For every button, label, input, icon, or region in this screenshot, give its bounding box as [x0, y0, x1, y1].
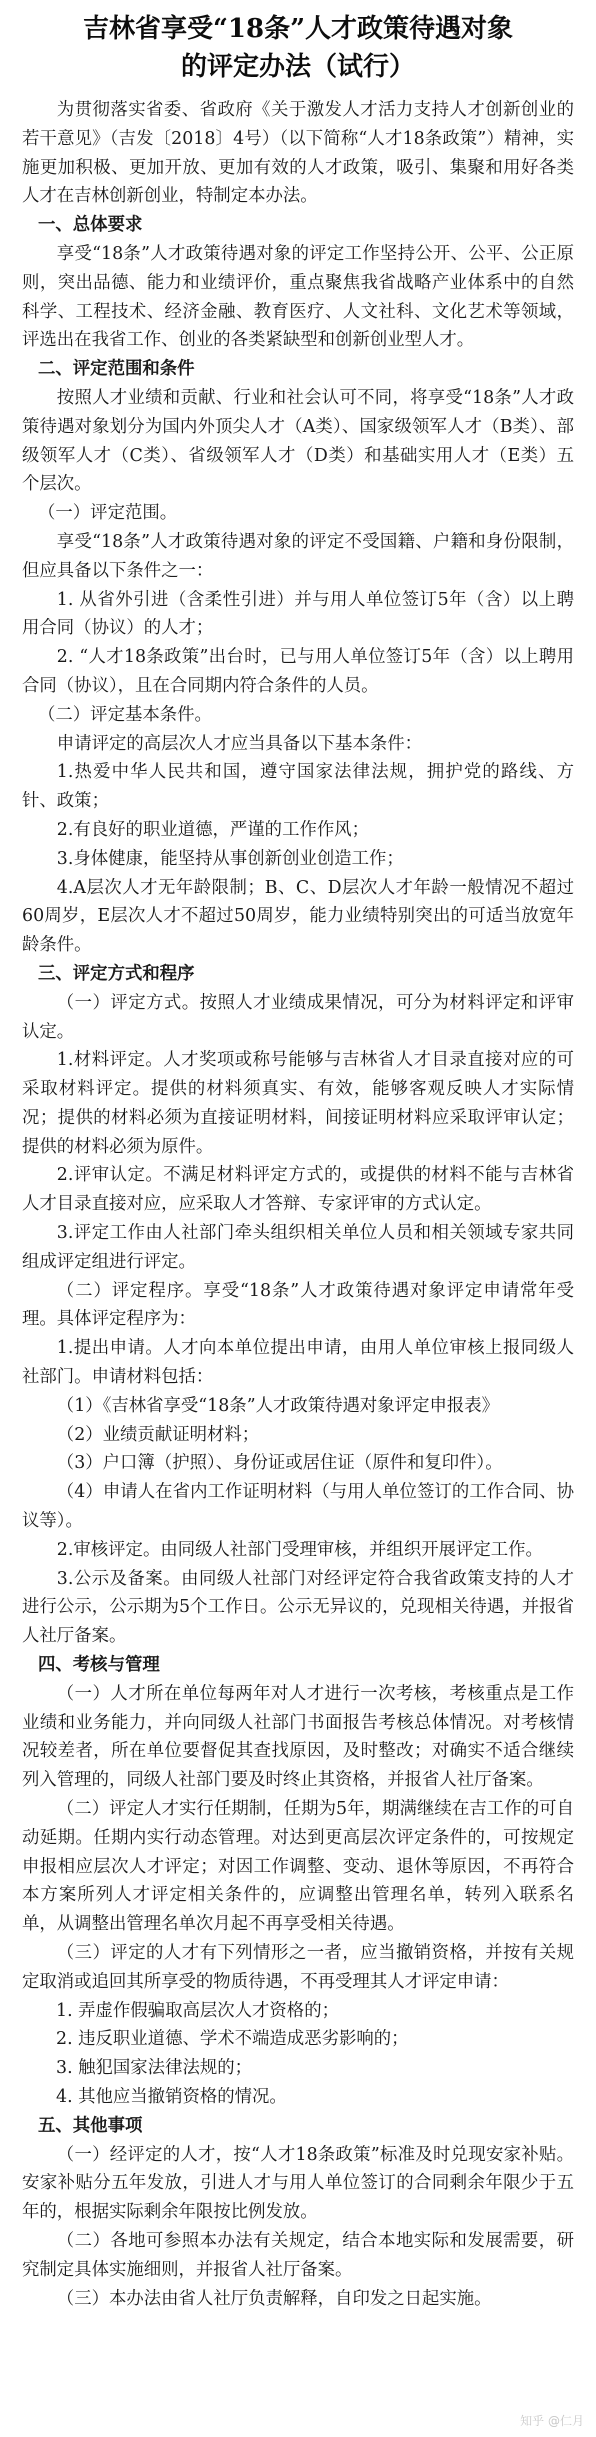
paragraph: 1.提出申请。人才向本单位提出申请，由用人单位审核上报同级人社部门。申请材料包括： [22, 1338, 574, 1388]
paragraph: 享受“18条”人才政策待遇对象的评定不受国籍、户籍和身份限制，但应具备以下条件之一： [22, 531, 574, 581]
paragraph: 3.身体健康，能坚持从事创新创业创造工作； [56, 848, 404, 869]
paragraph: 2.有良好的职业道德，严谨的工作作风； [56, 819, 370, 840]
paragraph: 为贯彻落实省委、省政府《关于激发人才活力支持人才创新创业的若干意见》（吉发〔2018〕4号）（以下简称“人才18条政策”）精神，实施更加积极、更加开放、更加有效的人才政策，吸引、集聚和用好各类人才在吉林创新创业，特制定本办法。 [22, 100, 574, 207]
paragraph: （二）各地可参照本办法有关规定，结合本地实际和发展需要，研究制定具体实施细则，并报省人社厅备案。 [22, 2230, 574, 2280]
section-heading: 四、考核与管理 [38, 1655, 160, 1676]
section-heading: 一、总体要求 [38, 215, 143, 236]
paragraph: 享受“18条”人才政策待遇对象的评定工作坚持公开、公平、公正原则，突出品德、能力和业绩评价，重点聚焦我省战略产业体系中的自然科学、工程技术、经济金融、教育医疗、人文社科、文化艺术等领域，评选出在我省工作、创业的各类紧缺型和创新创业型人才。 [22, 243, 574, 351]
paragraph: （一）评定方式。按照人才业绩成果情况，可分为材料评定和评审认定。 [22, 992, 574, 1042]
paragraph: 1. 从省外引进（含柔性引进）并与用人单位签订5年（含）以上聘用合同（协议）的人才； [22, 589, 574, 639]
paragraph: （二）评定程序。享受“18条”人才政策待遇对象评定申请常年受理。具体评定程序为： [22, 1280, 574, 1330]
list-item: 3. 触犯国家法律法规的； [56, 2058, 253, 2079]
subsection-heading: （二）评定基本条件。 [38, 704, 212, 725]
paragraph: （二）评定人才实行任期制，任期为5年，期满继续在吉工作的可自动延期。任期内实行动态管理。对达到更高层次评定条件的，可按规定申报相应层次人才评定；对因工作调整、变动、退休等原因，不再符合本方案所列人才评定相关条件的，应调整出管理名单，转列入联系名单，从调整出管理名单次月起不再享受相关待遇。 [22, 1799, 574, 1935]
watermark: 知乎 @仁月 [520, 2414, 584, 2428]
list-item: 4. 其他应当撤销资格的情况。 [56, 2086, 287, 2107]
paragraph: 3.公示及备案。由同级人社部门对经评定符合我省政策支持的人才进行公示，公示期为5个工作日。公示无异议的，兑现相关待遇，并报省人社厅备案。 [22, 1568, 574, 1647]
paragraph: （2）业绩贡献证明材料； [56, 1424, 260, 1445]
paragraph: 2.评审认定。不满足材料评定方式的，或提供的材料不能与吉林省人才目录直接对应，应采取人才答辩、专家评审的方式认定。 [22, 1165, 574, 1215]
paragraph: （1）《吉林省享受“18条”人才政策待遇对象评定申报表》 [56, 1395, 500, 1416]
paragraph: （一）经评定的人才，按“人才18条政策”标准及时兑现安家补贴。安家补贴分五年发放，引进人才与用人单位签订的合同剩余年限少于五年的，根据实际剩余年限按比例发放。 [22, 2144, 574, 2223]
paragraph: 1.热爱中华人民共和国，遵守国家法律法规，拥护党的路线、方针、政策； [22, 762, 574, 812]
paragraph: （三）评定的人才有下列情形之一者，应当撤销资格，并按有关规定取消或追回其所享受的物质待遇，不再受理其人才评定申请： [22, 1943, 574, 1992]
subsection-heading: （一）评定范围。 [38, 503, 178, 524]
document-body [22, 96, 574, 2313]
title-line-2: 的评定办法（试行） [180, 52, 415, 82]
paragraph: （三）本办法由省人社厅负责解释，自印发之日起实施。 [56, 2288, 492, 2309]
section-heading: 三、评定方式和程序 [38, 963, 195, 984]
list-item: 2. 违反职业道德、学术不端造成恶劣影响的； [56, 2029, 409, 2050]
paragraph: 申请评定的高层次人才应当具备以下基本条件： [56, 733, 423, 754]
paragraph: 4.A层次人才无年龄限制；B、C、D层次人才年龄一般情况不超过60周岁，E层次人才不超过50周岁，能力业绩特别突出的可适当放宽年龄条件。 [22, 877, 574, 956]
paragraph: 2.审核评定。由同级人社部门受理审核，并组织开展评定工作。 [56, 1539, 543, 1560]
paragraph: 3.评定工作由人社部门牵头组织相关单位人员和相关领域专家共同组成评定组进行评定。 [22, 1223, 574, 1272]
section-heading: 五、其他事项 [38, 2115, 143, 2136]
paragraph: （一）人才所在单位每两年对人才进行一次考核，考核重点是工作业绩和业务能力，并向同级人社部门书面报告考核总体情况。对考核情况较差者，所在单位要督促其查找原因，及时整改；对确实不适合继续列入管理的，同级人社部门要及时终止其资格，并报省人社厅备案。 [22, 1683, 574, 1791]
paragraph: （4）申请人在省内工作证明材料（与用人单位签订的工作合同、协议等）。 [22, 1482, 574, 1532]
paragraph: 按照人才业绩和贡献、行业和社会认可不同，将享受“18条”人才政策待遇对象划分为国内外顶尖人才（A类）、国家级领军人才（B类）、部级领军人才（C类）、省级领军人才（D类）和基础实用人才（E类）五个层次。 [22, 387, 574, 495]
paragraph: （3）户口簿（护照）、身份证或居住证（原件和复印件）。 [56, 1453, 503, 1474]
list-item: 1. 弄虚作假骗取高层次人才资格的； [56, 2000, 339, 2021]
document-title [22, 10, 574, 86]
paragraph: 2. “人才18条政策”出台时，已与用人单位签订5年（含）以上聘用合同（协议），且在合同期内符合条件的人员。 [22, 647, 574, 696]
section-heading: 二、评定范围和条件 [38, 359, 195, 380]
paragraph: 1.材料评定。人才奖项或称号能够与吉林省人才目录直接对应的可采取材料评定。提供的材料须真实、有效，能够客观反映人才实际情况；提供的材料必须为直接证明材料，间接证明材料应采取评审认定；提供的材料必须为原件。 [22, 1050, 574, 1157]
title-line-1: 吉林省享受“18条”人才政策待遇对象 [82, 14, 514, 44]
